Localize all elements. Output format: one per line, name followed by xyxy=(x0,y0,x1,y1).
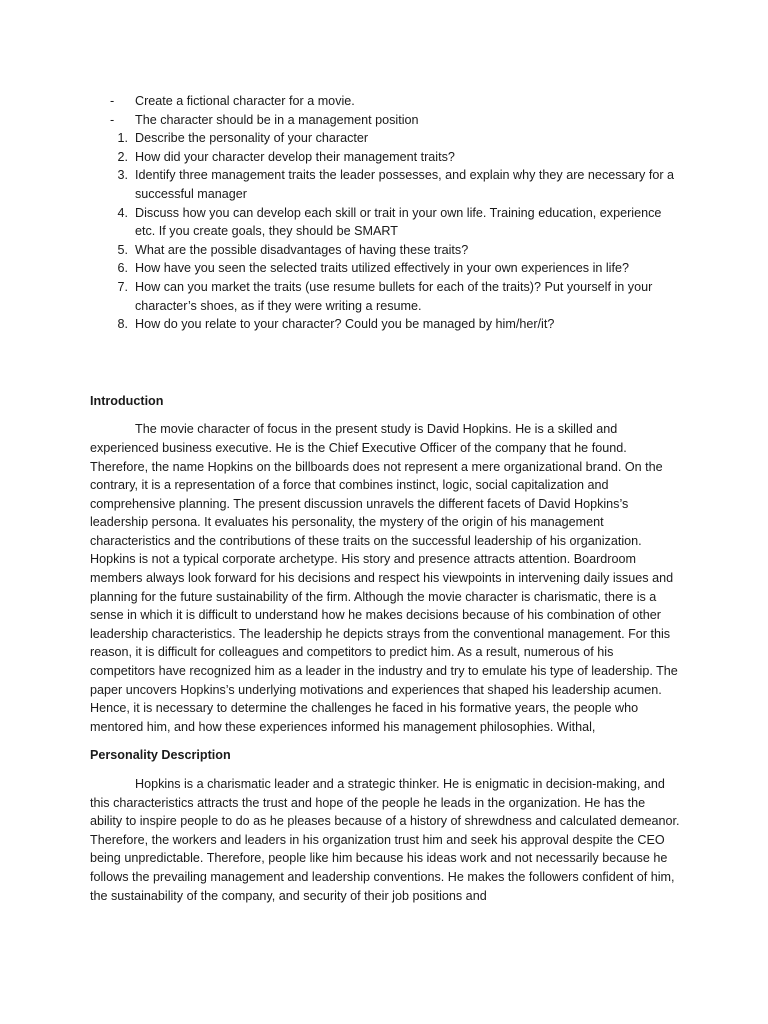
list-item-text: Identify three management traits the leader possesses, and explain why they are necessary for a successful manager xyxy=(135,168,675,201)
list-item xyxy=(90,92,680,111)
list-marker: 7. xyxy=(117,279,128,294)
list-item-text: The character should be in a management position xyxy=(135,112,419,127)
list-item-text: How do you relate to your character? Could you be managed by him/her/it? xyxy=(135,317,555,332)
section-heading-introduction: Introduction xyxy=(90,393,164,408)
section-heading-personality-description: Personality Description xyxy=(90,748,231,763)
list-marker: 2. xyxy=(117,149,128,164)
list-marker: - xyxy=(110,94,115,108)
list-item xyxy=(90,259,680,278)
list-item xyxy=(90,278,680,315)
list-marker: 8. xyxy=(117,317,128,332)
personality-description-paragraph: Hopkins is a charismatic leader and a strategic thinker. He is enigmatic in decision-making, and this characteristics attracts the trust and hope of the people he leads in the organization. He has the ability to inspire people to do as he pleases because of a history of shrewdness and calculated demeanor. Therefore, the workers and leaders in his organization trust him and seek his approval despite the CEO being unpredictable. Therefore, people like him because his ideas work and not necessarily because he follows the prevailing management and leadership conventions. He makes the followers confident of him, the sustainability of the company, and security of their job positions and xyxy=(90,777,680,903)
list-item xyxy=(90,241,680,260)
assignment-list xyxy=(90,92,680,334)
list-marker: 6. xyxy=(117,261,128,276)
personality-description-section xyxy=(90,746,680,905)
list-item xyxy=(90,129,680,148)
list-item-text: Discuss how you can develop each skill or trait in your own life. Training education, experience etc. If you create goals, they should be SMART xyxy=(135,205,662,239)
list-marker: 4. xyxy=(117,205,128,220)
list-marker: 1. xyxy=(117,131,128,146)
list-item xyxy=(90,166,680,203)
document-content xyxy=(90,92,680,915)
list-item-text: Describe the personality of your character xyxy=(135,131,369,146)
list-item-text: What are the possible disadvantages of having these traits? xyxy=(135,242,469,257)
list-marker: 5. xyxy=(117,242,128,257)
list-item-text: How did your character develop their management traits? xyxy=(135,149,455,164)
list-item-text: Create a fictional character for a movie. xyxy=(135,94,355,108)
introduction-section xyxy=(90,392,680,737)
list-marker: - xyxy=(110,112,115,127)
list-item-text: How can you market the traits (use resume bullets for each of the traits)? Put yourself in your character’s shoes, as if they were writing a resume. xyxy=(135,279,653,313)
introduction-paragraph: The movie character of focus in the present study is David Hopkins. He is a skilled and experienced business executive. He is the Chief Executive Officer of the company that he found. Therefore, the name Hopkins on the billboards does not represent a mere organizational brand. On the contrary, it is a representation of a force that combines instinct, logic, social capitalization and comprehensive planning. The present discussion unravels the different facets of David Hopkins’s leadership persona. It evaluates his personality, the mystery of the origin of his management characteristics and the contributions of these traits on the successful leadership of his organization. Hopkins is not a typical corporate archetype. His story and presence attracts attention. Boardroom members always look forward for his decisions and respect his viewpoints in intervening daily issues and planning for the future sustainability of the firm. Although the movie character is charismatic, there is a sense in which it is difficult to understand how he makes decisions because of his combination of other leadership characteristics. The leadership he depicts strays from the conventional management. For this reason, it is difficult for colleagues and competitors to predict him. As a result, numerous of his competitors have recognized him as a leader in the industry and try to emulate his type of leadership. The paper uncovers Hopkins’s underlying motivations and experiences that shaped his leadership acumen. Hence, it is necessary to determine the challenges he faced in his formative years, the people who mentored him, and how these experiences informed his management philosophies. Withal, xyxy=(90,422,678,734)
blank-space xyxy=(90,334,680,392)
list-item xyxy=(90,315,680,334)
list-marker: 3. xyxy=(117,168,128,183)
list-item xyxy=(90,204,680,241)
list-item xyxy=(90,111,680,130)
list-item xyxy=(90,148,680,167)
list-item-text: How have you seen the selected traits utilized effectively in your own experiences in life? xyxy=(135,261,629,276)
